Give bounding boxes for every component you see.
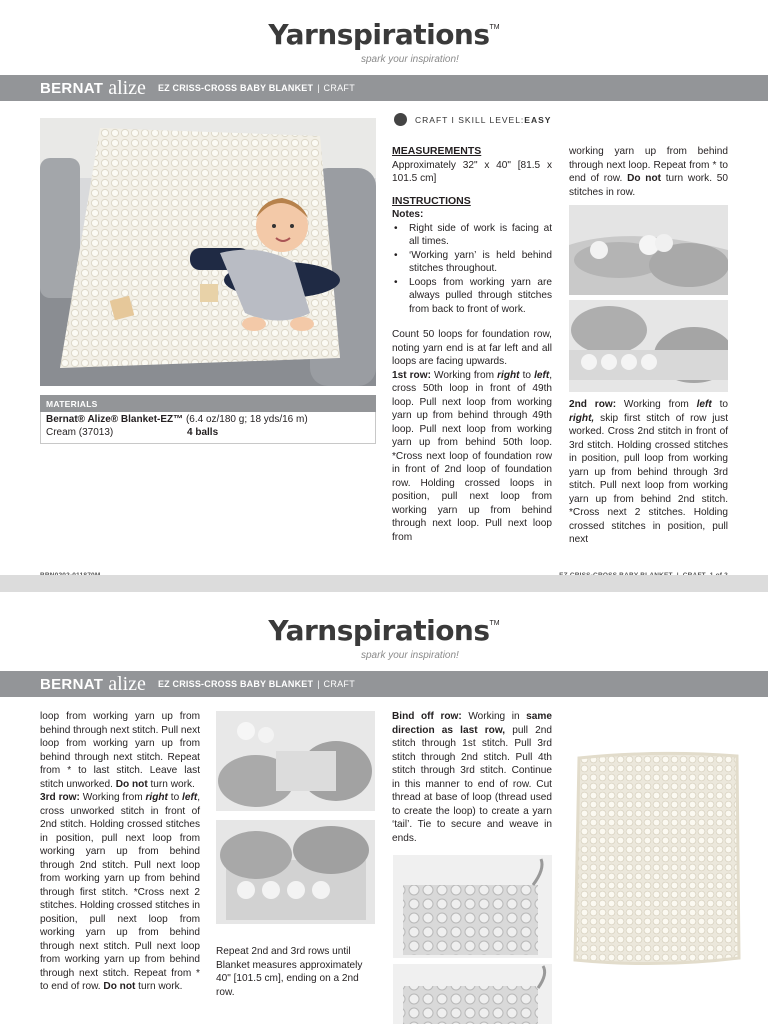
step-photo-1 <box>569 205 728 295</box>
note-item: • Loops from working yarn are always pulled through stitches from back to front of work. <box>392 276 552 317</box>
baby-blanket-photo <box>40 118 376 386</box>
row-1-continued: working yarn up from behind through next loop. Repeat from * to end of row. Do not turn work. 50 stitches in row. <box>569 146 729 198</box>
material-color: Cream (37013) <box>46 427 114 438</box>
material-qty: 4 balls <box>187 427 219 438</box>
step-photo-2 <box>569 300 728 392</box>
material-product: Bernat® Alize® Blanket-EZ™ <box>46 414 184 425</box>
page-2-column-1 <box>40 710 200 1003</box>
note-item: • ‘Working yarn’ is held behind stitches throughout. <box>392 249 552 276</box>
bind-off-text: Bind off row: Working in same direction as last row, pull 2nd stitch through 1st stitch. Pull 3rd stitch through 2nd stitch. Pull 4th stitch through 3rd stitch. Continue in this manner to end of row. Cut thread at base of loop (thread used to create the loop) to create a yarn ‘tail’. Tie to secure and weave in ends. <box>392 711 552 844</box>
page-2 <box>0 592 768 1024</box>
skill-level-value: EASY <box>524 114 552 125</box>
instructions-heading: INSTRUCTIONS <box>392 194 471 207</box>
material-detail: (6.4 oz/180 g; 18 yds/16 m) <box>183 414 308 425</box>
yarnspirations-logo: Yarnspirations™ spark your inspiration! <box>268 614 500 661</box>
alize-brand: alize <box>108 672 146 695</box>
materials-box <box>40 412 376 444</box>
pattern-title: EZ CRISS-CROSS BABY BLANKET <box>157 83 314 93</box>
bernat-brand: BERNAT <box>40 675 104 693</box>
instructions-column-2 <box>569 145 728 208</box>
instructions-column-1 <box>392 145 552 553</box>
row-1-text: 1st row: Working from right to left, cross 50th loop in front of 49th loop. Pull next loop from working yarn up from behind through 49th loop. Pull next loop from working yarn up from behind 50th loop. *Cross next loop of foundation row in front of 2nd loop of foundation row. Holding crossed loops in position, pull next loop from working yarn up from behind through next loop. Pull next loop from <box>392 369 553 543</box>
step-photo-6 <box>393 964 552 1024</box>
row-3-text: 3rd row: Working from right to left, cross unworked stitch in front of 2nd stitch. Holding crossed stitches in position, pull next loop from working yarn up from behind through 2nd stitch. Pull next loop from working yarn up from behind through first stitch. *Cross next 2 stitches. Holding crossed stitches in position, pull next loop from working yarn up from behind through next stitch. Pull next loop from working yarn up from behind through next stitch. Repeat from * to end of row. Do not turn work. <box>40 792 200 992</box>
materials-heading: MATERIALS <box>40 395 376 412</box>
skill-level: CRAFT I SKILL LEVEL: EASY <box>394 113 551 126</box>
measurements-text: Approximately 32" x 40" [81.5 x 101.5 cm] <box>392 159 552 184</box>
row-2-continued: loop from working yarn up from behind through next stitch. Pull next loop from working yarn up from behind through next stitch. Repeat from * to last stitch. Leave last stitch unworked. Do not turn work. <box>40 711 200 790</box>
header-band: BERNAT alize EZ CRISS-CROSS BABY BLANKET | CRAFT <box>0 671 768 697</box>
tagline: spark your inspiration! <box>361 54 459 65</box>
measurements-heading: MEASUREMENTS <box>392 145 482 157</box>
bernat-brand: BERNAT <box>40 79 104 97</box>
yarnspirations-logo: Yarnspirations™ spark your inspiration! <box>268 18 500 65</box>
finished-blanket-photo <box>571 746 743 971</box>
header-band: BERNAT alize EZ CRISS-CROSS BABY BLANKET | CRAFT <box>0 75 768 101</box>
notes-label: Notes: <box>392 209 424 220</box>
note-item: • Right side of work is facing at all times. <box>392 222 552 249</box>
repeat-text: Repeat 2nd and 3rd rows until Blanket measures approximately 40" [101.5 cm], ending on a 2nd row. <box>216 946 363 998</box>
step-photo-4 <box>216 820 375 924</box>
pattern-title: EZ CRISS-CROSS BABY BLANKET <box>157 679 314 689</box>
foundation-text: Count 50 loops for foundation row, noting yarn end is at far left and all loops are facing upwards. <box>392 329 552 367</box>
notes-list <box>392 222 552 317</box>
category-label: CRAFT <box>323 83 356 93</box>
category-label: CRAFT <box>323 679 356 689</box>
step-photo-3 <box>216 711 375 811</box>
tagline: spark your inspiration! <box>361 650 459 661</box>
alize-brand: alize <box>108 76 146 99</box>
row-2-text: 2nd row: Working from left to right, skip first stitch of row just worked. Cross 2nd stitch in front of 3rd stitch. Holding crossed stitches in position, pull loop from working yarn up from behind through 3rd stitch. Pull next loop from working yarn up from behind 2nd stitch. *Cross next 2 stitches. Holding crossed stitches in position, pull next <box>569 399 728 545</box>
page-gap <box>0 575 768 592</box>
yarn-ball-icon <box>394 113 407 126</box>
step-photo-5 <box>393 855 552 958</box>
